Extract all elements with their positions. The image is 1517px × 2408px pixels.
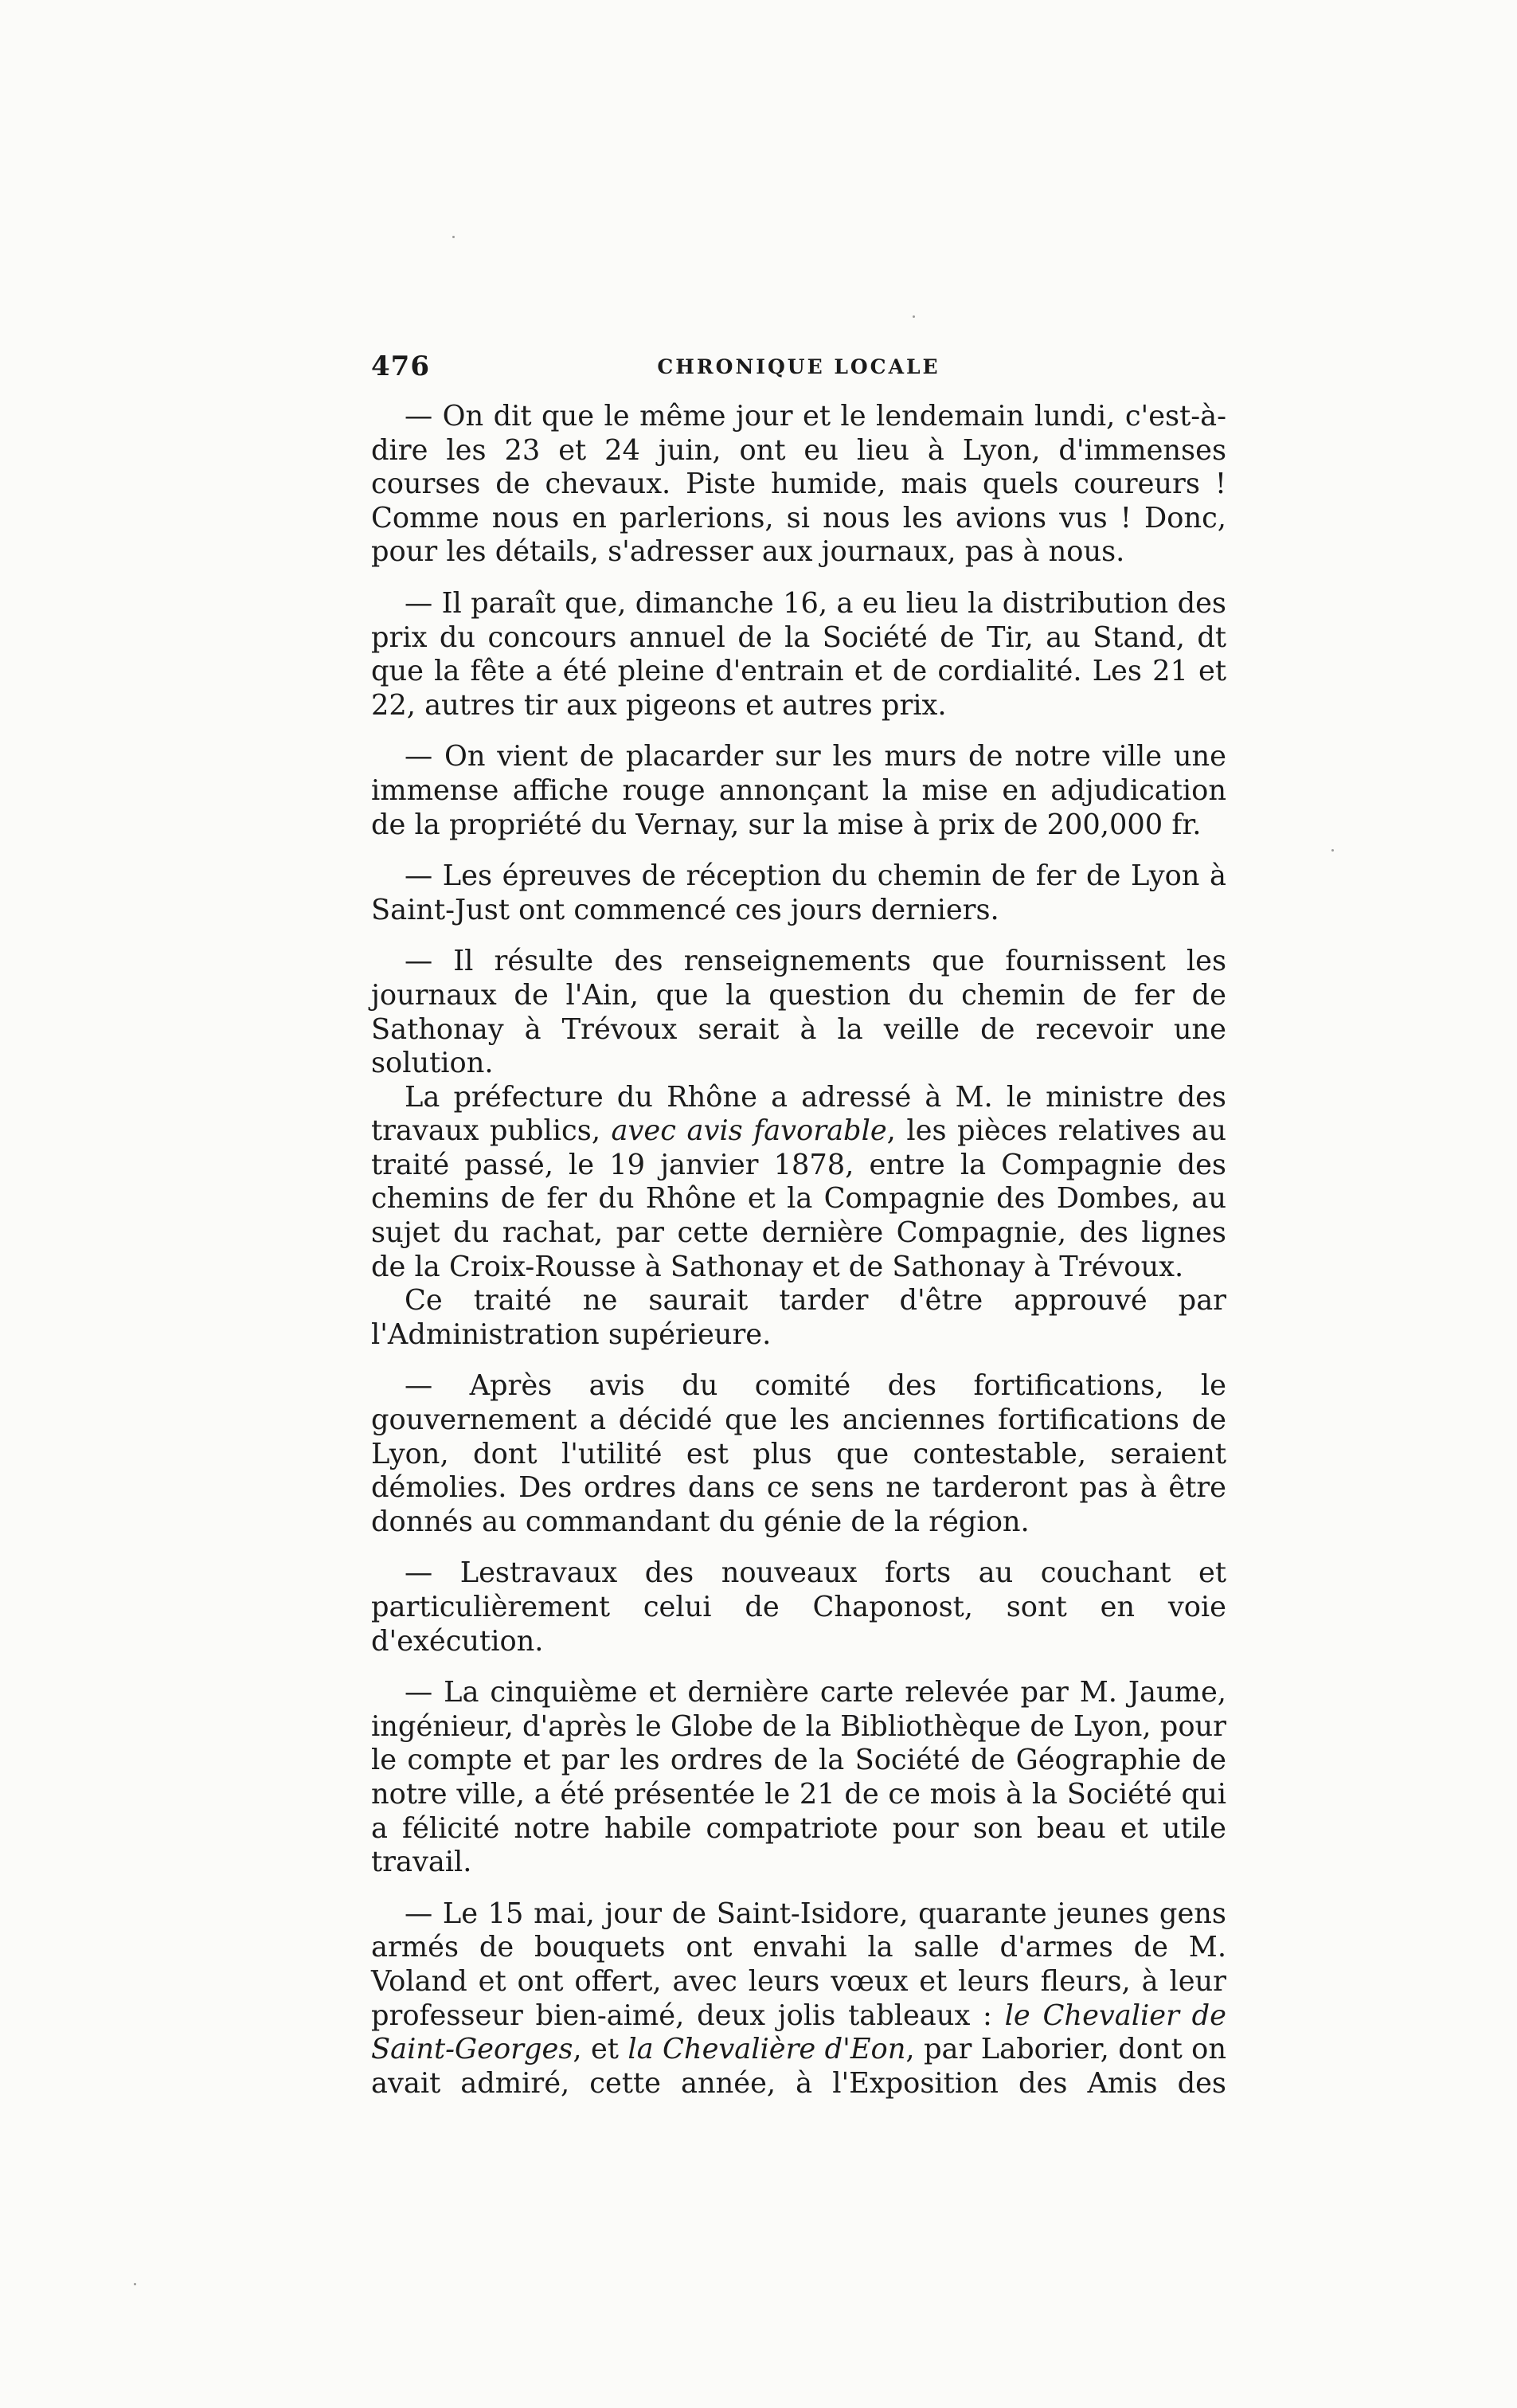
paragraph-fortifications: — Après avis du comité des fortifications, le gouvernement a décidé que les anciennes fortifications de Lyon, dont l'utilité est plus que contestable, seraient démolies. Des ordres dans ce sens ne tarderont pas à être donnés au commandant du génie de la région.	[371, 1369, 1226, 1538]
paper-speck	[134, 2283, 136, 2285]
paragraph-sathonay-trevoux: — Il résulte des renseignements que fournissent les journaux de l'Ain, que la question du chemin de fer de Sathonay à Trévoux serait à la veille de recevoir une solution.	[371, 945, 1226, 1080]
paragraph-courses: — On dit que le même jour et le lendemain lundi, c'est-à-dire les 23 et 24 juin, ont eu lieu à Lyon, d'immenses courses de chevaux. Piste humide, mais quels coureurs ! Comme nous en parlerions, si nous les avions vus ! Donc, pour les détails, s'adresser aux journaux, pas à nous.	[371, 400, 1226, 569]
page-number: 476	[371, 350, 430, 382]
paragraph-affiche-vernay: — On vient de placarder sur les murs de notre ville une immense affiche rouge annonçant la mise en adjudication de la propriété du Vernay, sur la mise à prix de 200,000 fr.	[371, 740, 1226, 841]
paper-speck	[1331, 849, 1334, 852]
paragraph-saint-isidore-text-middle: , et	[573, 2033, 628, 2066]
paragraph-saint-just: — Les épreuves de réception du chemin de fer de Lyon à Saint-Just ont commencé ces jours derniers.	[371, 859, 1226, 926]
paragraph-prefecture-text-before: La préfecture du Rhône a adressé à M. le ministre des travaux publics,	[371, 1080, 1226, 1148]
paragraph-saint-isidore-emphasis: le Chevalier de Saint-Georges	[371, 1999, 1227, 2066]
section-title: CHRONIQUE LOCALE	[657, 355, 940, 378]
paragraph-prefecture	[371, 1081, 1226, 1285]
paragraph-prefecture-text-after: , les pièces relatives au traité passé, le 19 janvier 1878, entre la Compagnie des chemins de fer du Rhône et la Compagnie des Dombes, au sujet du rachat, par cette dernière Compagnie, des lignes de la Croix-Rousse à Sathonay et de Sathonay à Trévoux.	[371, 1114, 1226, 1283]
paragraph-saint-isidore-text-after: , par Laborier, dont on avait admiré, cette année, à l'Exposition des Amis des	[371, 2033, 1226, 2100]
paragraph-administration: Ce traité ne saurait tarder d'être approuvé par l'Administration supérieure.	[371, 1284, 1226, 1351]
paragraph-chaponost: — Lestravaux des nouveaux forts au couchant et particulièrement celui de Chaponost, sont en voie d'exécution.	[371, 1556, 1226, 1658]
text-column	[371, 350, 1226, 2101]
paper-speck	[913, 315, 915, 318]
paragraph-carte-jaume: — La cinquième et dernière carte relevée par M. Jaume, ingénieur, d'après le Globe de la Bibliothèque de Lyon, pour le compte et par les ordres de la Société de Géographie de notre ville, a été présentée le 21 de ce mois à la Société qui a félicité notre habile compatriote pour son beau et utile travail.	[371, 1676, 1226, 1879]
running-head	[371, 350, 1226, 386]
paper-speck	[452, 236, 455, 238]
paragraph-prefecture-emphasis: avec avis favorable	[611, 1114, 887, 1148]
paragraph-saint-isidore-emphasis-2: la Chevalière d'Eon	[628, 2033, 906, 2066]
paragraph-saint-isidore-text-before: — Le 15 mai, jour de Saint-Isidore, quarante jeunes gens armés de bouquets ont envahi la salle d'armes de M. Voland et ont offert, avec leurs vœux et leurs fleurs, à leur professeur bien-aimé, deux jolis tableaux :	[371, 1897, 1226, 2032]
paragraph-saint-isidore	[371, 1897, 1226, 2101]
paragraph-societe-de-tir: — Il paraît que, dimanche 16, a eu lieu la distribution des prix du concours annuel de la Société de Tir, au Stand, dt que la fête a été pleine d'entrain et de cordialité. Les 21 et 22, autres tir aux pigeons et autres prix.	[371, 586, 1226, 722]
